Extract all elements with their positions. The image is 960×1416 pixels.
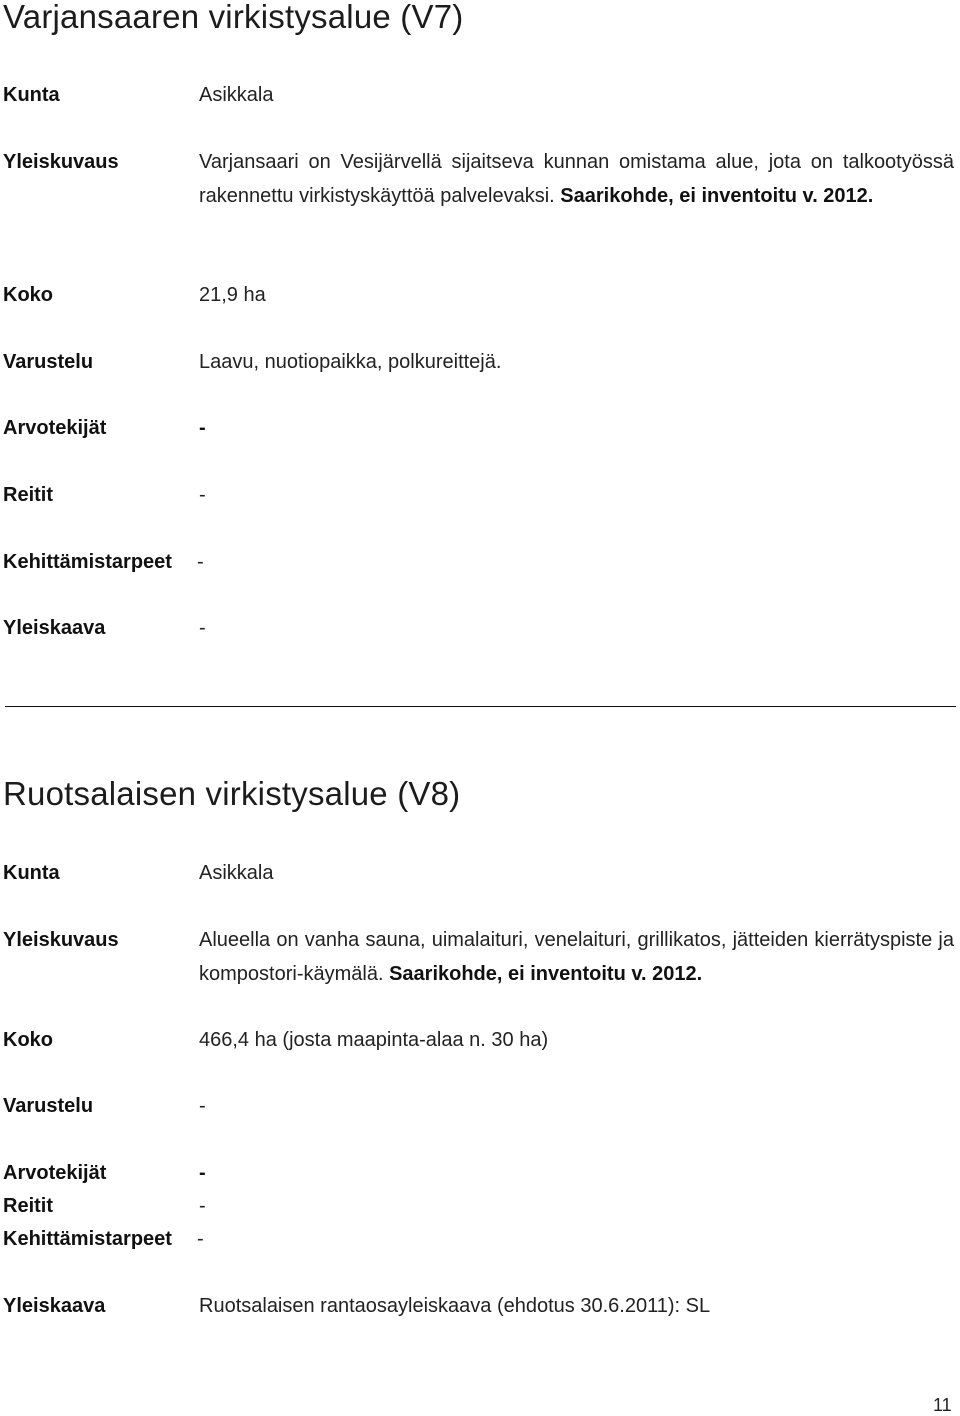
yleiskuvaus-bold-v7: Saarikohde, ei inventoitu v. 2012. [560,184,874,207]
section-divider [5,706,956,707]
value-yleiskuvaus-v8 [199,924,954,991]
label-yleiskaava-v7: Yleiskaava [3,617,106,639]
value-koko-v7: 21,9 ha [199,284,266,306]
label-kehittamistarpeet-v7: Kehittämistarpeet [3,551,172,573]
label-varustelu-v7: Varustelu [3,351,94,373]
label-koko-v8: Koko [3,1029,53,1051]
label-varustelu-v8: Varustelu [3,1095,94,1117]
label-yleiskuvaus-v8: Yleiskuvaus [3,929,119,951]
value-yleiskuvaus-v7 [199,146,954,213]
label-kunta-v7: Kunta [3,84,60,106]
value-kehittamistarpeet-v7: - [197,551,204,573]
value-kunta-v7: Asikkala [199,84,274,106]
section-title-v8: Ruotsalaisen virkistysalue (V8) [3,775,461,812]
value-koko-v8: 466,4 ha (josta maapinta-alaa n. 30 ha) [199,1029,549,1051]
yleiskuvaus-text-v7: Varjansaari on Vesijärvellä sijaitseva kunnan omistama alue, jota on talkootyössä rakennettu virkistyskäyttöä palvelevaksi. [199,151,954,207]
value-reitit-v8: - [199,1195,206,1217]
section-title-v7: Varjansaaren virkistysalue (V7) [3,0,464,35]
value-varustelu-v7: Laavu, nuotiopaikka, polkureittejä. [199,351,502,373]
value-varustelu-v8: - [199,1095,206,1117]
value-arvotekijat-v7: - [199,417,206,439]
label-yleiskuvaus-v7: Yleiskuvaus [3,151,119,173]
value-yleiskaava-v7: - [199,617,206,639]
value-kehittamistarpeet-v8: - [197,1228,204,1250]
value-yleiskaava-v8: Ruotsalaisen rantaosayleiskaava (ehdotus 30.6.2011): SL [199,1295,711,1317]
label-kehittamistarpeet-v8: Kehittämistarpeet [3,1228,172,1250]
label-yleiskaava-v8: Yleiskaava [3,1295,106,1317]
label-arvotekijat-v7: Arvotekijät [3,417,107,439]
yleiskuvaus-text-v8: Alueella on vanha sauna, uimalaituri, venelaituri, grillikatos, jätteiden kierrätyspiste ja kompostori-käymälä. [199,929,954,985]
label-kunta-v8: Kunta [3,862,60,884]
label-arvotekijat-v8: Arvotekijät [3,1162,107,1184]
value-kunta-v8: Asikkala [199,862,274,884]
value-reitit-v7: - [199,484,206,506]
label-reitit-v8: Reitit [3,1195,53,1217]
yleiskuvaus-bold-v8: Saarikohde, ei inventoitu v. 2012. [389,962,703,985]
label-reitit-v7: Reitit [3,484,53,506]
value-arvotekijat-v8: - [199,1162,206,1184]
label-koko-v7: Koko [3,284,53,306]
page-number: 11 [933,1395,952,1415]
